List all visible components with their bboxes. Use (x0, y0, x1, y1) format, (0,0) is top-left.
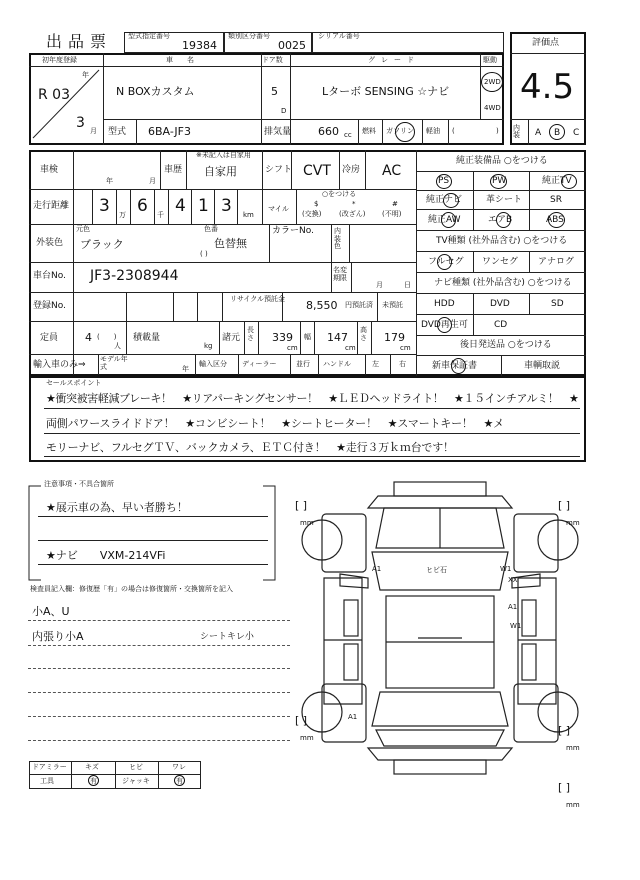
doors-suffix: D (281, 107, 287, 115)
color-number-label: カラーNo. (272, 226, 314, 236)
sales-points-label: セールスポイント (46, 379, 102, 387)
tv-fullseg: フルセグ (428, 257, 464, 267)
usage-label: 車歴 (164, 165, 183, 175)
grade-label: グレード (368, 56, 420, 64)
mileage-digit: 3 (221, 196, 232, 216)
equip-airbag: エアB (488, 215, 513, 225)
later-warranty-circle (451, 358, 466, 374)
measure-bracket-front-left: [ ] (295, 499, 308, 512)
mileage-digit: 1 (198, 196, 209, 216)
model-label: 型式 (108, 127, 127, 137)
damage-a1-rear-left: A1 (348, 713, 358, 721)
chassis-label: 車台No. (33, 271, 66, 281)
navi-hdd: HDD (434, 299, 455, 309)
model: 6BA-JF3 (148, 125, 191, 138)
load-label: 積載量 (133, 333, 161, 343)
navi-cd: CD (494, 320, 508, 330)
form-title: 出品票 (46, 32, 113, 51)
color: ブラック (80, 238, 124, 251)
notes-line-1: ★展示車の為、早い者勝ち！ (46, 501, 188, 514)
class-number: 0025 (278, 39, 306, 52)
fuel-gasoline: ガソリン (386, 127, 414, 135)
fuel-light-oil: 軽油 (426, 127, 440, 135)
interior-a: A (535, 128, 542, 138)
notes-bracket (27, 484, 277, 584)
year-unit: 年 (82, 71, 89, 79)
measure-bracket-rear-right: [ ] (558, 724, 571, 737)
interior-label: 内装 (513, 124, 520, 139)
capacity: 4 (85, 331, 92, 344)
first-reg-month: 3 (76, 115, 85, 131)
interior-c: C (573, 128, 580, 138)
height: 179 (384, 331, 405, 344)
notes-label: 注意事項・不具合箇所 (44, 480, 114, 488)
color-label: 外装色 (36, 238, 64, 248)
sales-line-2: 両側パワースライドドア！ ★コンビシート！ ★シートヒーター！ ★スマートキー！ ★メ (46, 417, 504, 430)
measure-bracket-rear: [ ] (558, 781, 571, 794)
drive-2wd: 2WD (484, 78, 501, 86)
navi-dvd: DVD (490, 299, 510, 309)
mileage-digit: 3 (99, 196, 110, 216)
equip-leather: 革シート (486, 195, 523, 205)
equip-genuine-tv: 純正TV (542, 176, 572, 186)
recycle-status: 円預託済 (345, 301, 373, 309)
interior-b: B (554, 128, 561, 138)
first-reg-era: R 03 (38, 87, 70, 103)
color-change: 色替無 (214, 237, 247, 250)
equip-genuine-aw: 純正AW (428, 215, 461, 225)
navi-dvd-play: DVD再生可 (421, 320, 468, 330)
equip-abs-circle (548, 212, 565, 228)
sales-line-3: モリーナビ、フルセグＴＶ、バックカメラ、ＥＴＣ付き！ ★走行３万ｋｍ台です！ (46, 441, 454, 454)
drive-label: 駆動 (483, 56, 497, 64)
interior-color-label: 内装色 (334, 227, 341, 251)
doors: 5 (271, 85, 278, 98)
navi-type-label: ナビ種類 (社外品含む) ○をつける (434, 278, 572, 288)
equip-pw: PW (492, 176, 507, 186)
score-label: 評価点 (532, 38, 560, 48)
length: 339 (272, 331, 293, 344)
doors-label: ドア数 (262, 56, 283, 64)
sales-line-1: ★衝突被害軽減ブレーキ！ ★リアパーキングセンサー！ ★ＬＥＤヘッドライト！ ★１５インチアルミ！ ★ (46, 392, 579, 405)
jack-present: 有 (176, 777, 183, 785)
navi-sd: SD (551, 299, 564, 309)
mile-label: マイル (268, 205, 289, 213)
equip-sr: SR (550, 195, 562, 205)
cc-unit: cc (344, 131, 352, 139)
usage: 自家用 (204, 165, 237, 178)
usage-note: ※未記入は自家用 (196, 151, 251, 159)
car-damage-diagram (290, 478, 610, 818)
tv-analog: アナログ (538, 257, 575, 267)
ac-label: 冷房 (342, 165, 361, 175)
ac: AC (382, 163, 402, 179)
equip-aw-circle (441, 212, 456, 228)
shift: CVT (303, 163, 331, 179)
shift-label: シフト (265, 165, 293, 175)
measure-bracket-rear-left: [ ] (295, 714, 308, 727)
equip-pw-circle (490, 174, 507, 189)
displacement-label: 排気量 (264, 127, 292, 137)
car-name-label: 車名 (166, 56, 208, 64)
recycle-amount: 8,550 (306, 299, 338, 312)
fuel-label: 燃料 (362, 127, 376, 135)
recycle-unpaid: 未預託 (382, 301, 403, 309)
drive-2wd-circle (481, 72, 503, 92)
drive-4wd: 4WD (484, 104, 501, 112)
inspect-line-2: 内張り小A (32, 630, 84, 643)
serial-label: シリアル番号 (318, 32, 360, 40)
damage-xx: XX (508, 576, 518, 584)
dimension-label: 諸元 (222, 333, 241, 343)
name-change-label: 名変期限 (333, 266, 347, 283)
navi-dvd-play-circle (437, 317, 452, 333)
equip-navi-circle (443, 193, 459, 208)
grade: Lターボ SENSING ☆ナビ (322, 85, 450, 98)
equip-ps: PS (438, 176, 450, 186)
reg-no-label: 登録No. (33, 301, 66, 311)
class-number-label: 類別区分番号 (228, 32, 270, 40)
inspector-label: 検査員記入欄：修復歴「有」の場合は修復箇所・交換箇所を記入 (30, 585, 233, 593)
tv-type-label: TV種類 (社外品含む) ○をつける (436, 236, 568, 246)
chassis-number: JF3-2308944 (90, 268, 179, 284)
tv-fullseg-circle (437, 254, 452, 270)
windshield-damage: ヒビ石 (426, 566, 447, 574)
recycle-label: リサイクル預託金 (230, 295, 286, 303)
mileage-digit: 6 (137, 196, 148, 216)
capacity-label: 定員 (40, 333, 59, 343)
tool-present: 有 (90, 777, 97, 785)
inspect-line-3: シートキレ小 (200, 632, 254, 642)
damage-a1-front-left: A1 (372, 565, 382, 573)
type-number-label: 型式指定番号 (128, 32, 170, 40)
width: 147 (327, 331, 348, 344)
inspect-line-1: 小A、U (32, 605, 70, 618)
car-name: N BOXカスタム (116, 85, 195, 98)
damage-w1-front-right: W1 (500, 565, 512, 573)
interior-b-circle (549, 124, 565, 140)
equip-genuine-navi: 純正ナビ (426, 195, 463, 205)
equip-tv-circle (561, 174, 577, 189)
later-shipment-label: 後日発送品 ○をつける (460, 340, 552, 350)
later-warranty: 新車保証書 (432, 361, 478, 371)
inspection-label: 車検 (40, 165, 59, 175)
genuine-equipment-label: 純正装備品 ○をつける (456, 156, 548, 166)
tv-oneseg: ワンセグ (482, 257, 519, 267)
type-number: 19384 (182, 39, 217, 52)
equip-airbag-circle (496, 212, 511, 228)
later-manual: 車輌取説 (524, 361, 561, 371)
import-label: 輸入車のみ⇒ (33, 360, 86, 370)
measure-bracket-front-right: [ ] (558, 499, 571, 512)
displacement: 660 (318, 125, 339, 138)
notes-line-2: ★ナビ VXM-214VFi (46, 549, 166, 562)
evaluation-score: 4.5 (520, 67, 575, 107)
damage-a1-right: A1 (508, 603, 518, 611)
mileage-digit: 4 (175, 196, 186, 216)
equip-ps-circle (436, 174, 452, 189)
mileage-label: 走行距離 (33, 201, 70, 211)
month-unit: 月 (90, 127, 97, 135)
equip-abs: ABS (546, 215, 564, 225)
mileage-circle-note: ○をつける (322, 190, 357, 198)
fuel-circle (395, 122, 415, 142)
first-reg-label: 初年度登録 (42, 56, 77, 64)
damage-w1-right: W1 (510, 622, 522, 630)
